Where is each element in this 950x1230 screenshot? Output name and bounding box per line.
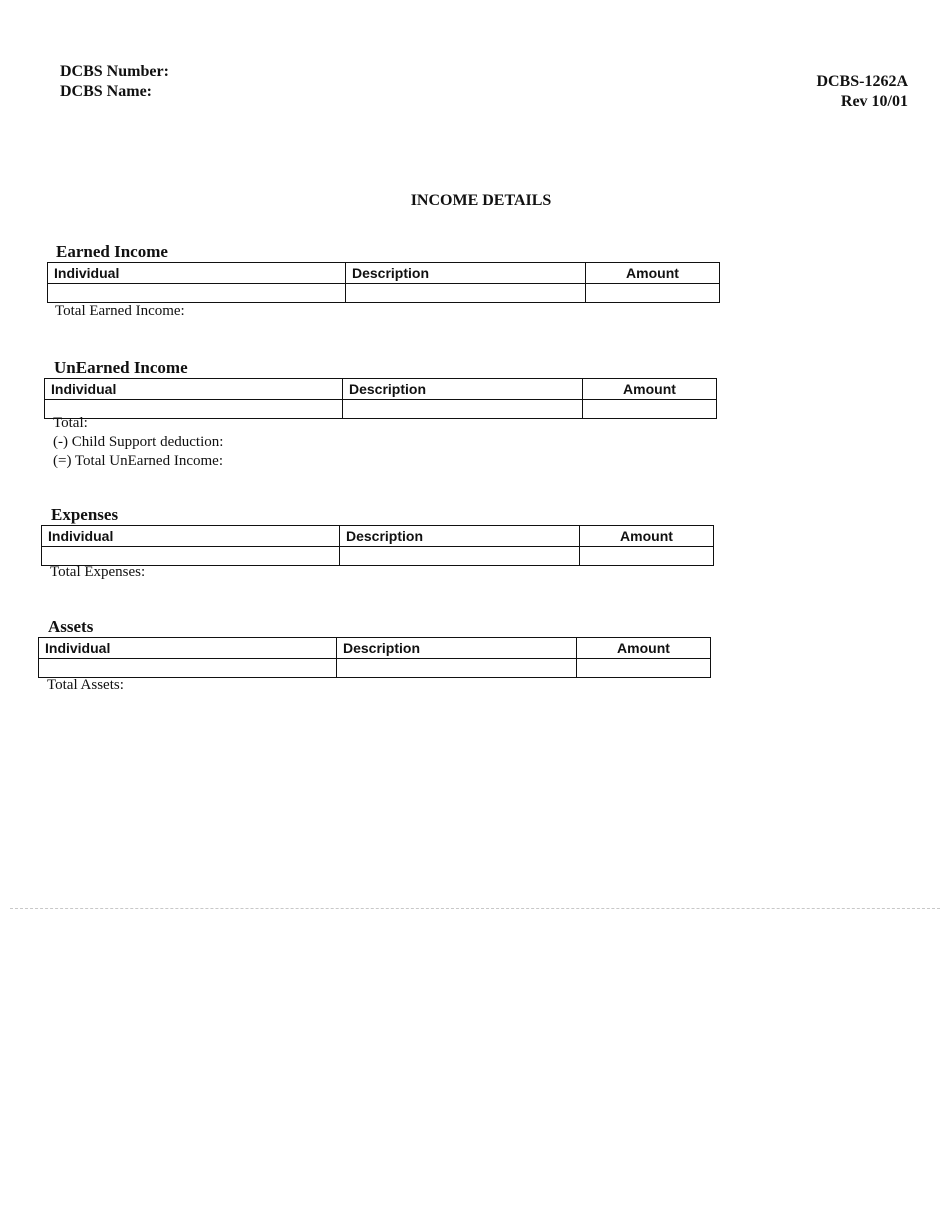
column-individual: Individual: [45, 379, 343, 400]
column-description: Description: [337, 638, 577, 659]
individual-cell[interactable]: [48, 284, 346, 303]
scan-divider-line: [10, 908, 940, 909]
amount-cell[interactable]: [577, 659, 711, 678]
total-expenses-label: Total Expenses:: [50, 564, 146, 580]
amount-cell[interactable]: [583, 400, 717, 419]
column-amount: Amount: [580, 526, 714, 547]
column-individual: Individual: [39, 638, 337, 659]
unearned-income-heading: UnEarned Income: [54, 358, 188, 377]
expenses-heading: Expenses: [51, 505, 119, 524]
column-amount: Amount: [586, 263, 720, 284]
earned-income-table: [47, 262, 720, 303]
individual-cell[interactable]: [45, 400, 343, 419]
dcbs-name-label: DCBS Name:: [60, 83, 152, 100]
column-description: Description: [343, 379, 583, 400]
dcbs-header-block: [60, 62, 169, 102]
table-header-row: [48, 263, 720, 284]
total-assets-label: Total Assets:: [47, 677, 124, 693]
assets-heading: Assets: [48, 617, 94, 636]
table-header-row: [39, 638, 711, 659]
amount-cell[interactable]: [580, 547, 714, 566]
form-number: DCBS-1262A: [816, 73, 908, 90]
assets-table: [38, 637, 711, 678]
child-support-deduction-label: (-) Child Support deduction:: [53, 434, 224, 450]
form-id-block: [816, 72, 908, 112]
column-description: Description: [340, 526, 580, 547]
column-individual: Individual: [42, 526, 340, 547]
column-amount: Amount: [577, 638, 711, 659]
table-header-row: [42, 526, 714, 547]
form-revision: Rev 10/01: [840, 93, 908, 110]
table-row: [45, 400, 717, 419]
column-amount: Amount: [583, 379, 717, 400]
expenses-table: [41, 525, 714, 566]
description-cell[interactable]: [340, 547, 580, 566]
table-header-row: [45, 379, 717, 400]
earned-income-heading: Earned Income: [56, 242, 168, 261]
column-description: Description: [346, 263, 586, 284]
unearned-total-label: Total:: [53, 415, 88, 431]
dcbs-number-label: DCBS Number:: [60, 63, 169, 80]
amount-cell[interactable]: [586, 284, 720, 303]
page-title: INCOME DETAILS: [410, 192, 552, 209]
table-row: [48, 284, 720, 303]
description-cell[interactable]: [337, 659, 577, 678]
total-earned-income-label: Total Earned Income:: [55, 303, 185, 319]
column-individual: Individual: [48, 263, 346, 284]
table-row: [39, 659, 711, 678]
unearned-income-table: [44, 378, 717, 419]
description-cell[interactable]: [346, 284, 586, 303]
individual-cell[interactable]: [39, 659, 337, 678]
description-cell[interactable]: [343, 400, 583, 419]
total-unearned-income-label: (=) Total UnEarned Income:: [53, 453, 223, 469]
